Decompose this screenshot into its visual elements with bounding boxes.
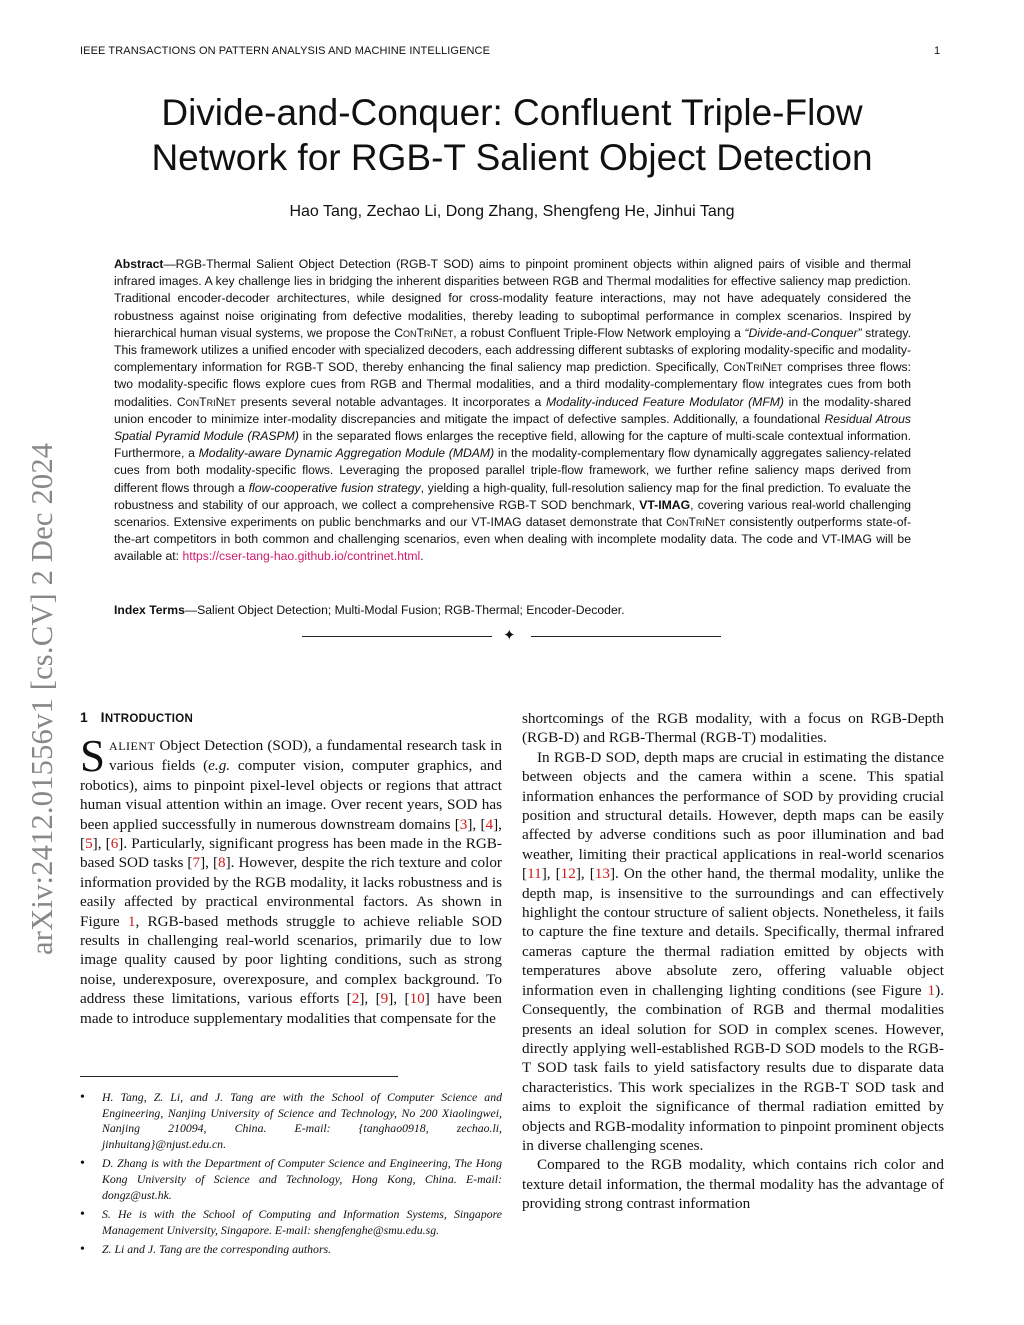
intro-right-column [522,709,944,1214]
abstract-text: —RGB-Thermal Salient Object Detection (RGB-T SOD) aims to pinpoint prominent objects within aligned pairs of visible and thermal infrared images. A key challenge lies in bridging the inherent disparities between RGB and Thermal modalities for effective saliency map prediction. Traditional encoder-decoder architectures, while designed for cross-modality feature interactions, may not have adequately considered the robustness against noise originating from defective modalities, thereby leading to suboptimal performance in complex scenarios. Inspired by hierarchical human visual systems, we propose the [114,257,911,340]
method-name: ConTriNet [394,325,454,340]
citation-link[interactable]: 9 [380,990,389,1008]
module-name-mdam: Modality-aware Dynamic Aggregation Module (MDAM) [198,446,495,461]
abstract-text: . [420,549,424,564]
citation-link[interactable]: 8 [218,854,226,872]
running-header: IEEE TRANSACTIONS ON PATTERN ANALYSIS AND MACHINE INTELLIGENCE [80,45,491,57]
footnote-item: • S. He is with the School of Computing and Information Systems, Singapore Management University, Singapore. E-mail: shengfenghe@smu.edu.sg. [80,1207,502,1238]
body-text: , RGB-based methods struggle to achieve reliable SOD results in challenging real-world scenarios, primarily due to low image quality caused by poor lighting conditions, such as strong noise, underexposure, overexposure, and complex background. To address these limitations, various efforts [ [80,912,503,1008]
strategy-name: flow-cooperative fusion strategy [248,480,421,495]
abstract-text: in the modality-complementary flow dynamically aggregates saliency-related cues from both modality-specific flows. Leveraging the proposed parallel triple-flow framework, we further refine saliency maps derived from different flows through a [114,446,911,495]
figure-link[interactable]: 1 [127,912,136,930]
citation-link[interactable]: 3 [459,815,468,833]
dataset-name: VT-IMAG [639,497,691,512]
separator-rule-right [531,636,721,637]
abstract-text: , covering various real-world challenging scenarios. Extensive experiments on public benchmarks and our VT-IMAG dataset demonstrate that [114,497,912,530]
strategy-name: “Divide-and-Conquer” [744,325,862,340]
body-text: ], [ [388,990,410,1008]
footnote-rule [80,1076,398,1077]
section-heading [80,709,193,725]
drop-cap: S [80,731,106,781]
citation-link[interactable]: 6 [110,835,119,853]
body-text: ], [ [541,865,561,883]
index-terms [114,603,911,617]
method-name: ConTriNet [666,515,726,530]
body-text: ]. Particularly, significant progress has been made in the RGB-based SOD tasks [ [80,835,502,872]
intro-left-column [80,731,503,1028]
section-title-rest: NTRODUCTION [104,713,194,725]
page-number: 1 [934,45,941,57]
separator-rule-left [302,636,492,637]
index-terms-text: —Salient Object Detection; Multi-Modal Fusion; RGB-Thermal; Encoder-Decoder. [184,603,625,617]
paper-title [60,90,964,180]
project-link[interactable]: https://cser-tang-hao.github.io/contrinet.html [182,549,421,564]
citation-link[interactable]: 5 [85,835,93,853]
citation-link[interactable]: 12 [560,865,576,883]
abstract-text: consistently outperforms state-of-the-art competitors in both common and challenging scenarios, even when dealing with incomplete modality data. The code and VT-IMAG will be available at: [114,515,911,564]
body-text: ], [ [467,815,486,833]
figure-link[interactable]: 1 [927,981,936,999]
abstract-text: strategy. This framework utilizes a unified encoder with specialized decoders, each addressing different subtasks of exploring modality-specific and modality-complementary information for RGB-T SOD, thereby enhancing the final saliency map prediction. Specifically, [114,325,911,375]
index-terms-label: Index Terms [114,603,185,617]
abstract [114,256,911,566]
footnote-item: • D. Zhang is with the Department of Computer Science and Engineering, The Hong Kong University of Science and Technology, Hong Kong, China. E-mail: dongz@ust.hk. [80,1156,502,1203]
abstract-text: , a robust Confluent Triple-Flow Network employing a [453,325,745,340]
lead-smallcaps: ALIENT [109,739,156,753]
body-text: In RGB-D SOD, depth maps are crucial in estimating the distance between objects and the camera within a scene. This spatial information enhances the performance of SOD by providing crucial position and structural details. However, depth maps can be easily affected by adverse conditions such as poor illumination and bad weather, limiting their practical applications in real-world scenarios [ [522,748,944,883]
abstract-text: , yielding a high-quality, full-resolution saliency map for the final prediction. To evaluate the robustness and stability of our approach, we collect a comprehensive RGB-T SOD benchmark, [114,480,911,512]
body-text: ], [ [92,835,111,853]
title-line-1: Divide-and-Conquer: Confluent Triple-Flow [161,92,863,133]
separator-ornament-icon: ✦ [503,628,516,644]
abstract-text: in the separated flows enlarges the receptive field, allowing for the capture of multi-scale contextual information. Furthermore, a [114,429,911,461]
paragraph: shortcomings of the RGB modality, with a focus on RGB-Depth (RGB-D) and RGB-Thermal (RGB-T) modalities. [522,710,944,747]
abstract-text: presents several notable advantages. It incorporates a [235,394,546,409]
section-number: 1 [80,709,89,725]
arxiv-stamp: arXiv:2412.01556v1 [cs.CV] 2 Dec 2024 [25,442,59,955]
module-name-raspm: Residual Atrous Spatial Pyramid Module (RASPM) [114,411,911,444]
citation-link[interactable]: 4 [485,815,494,833]
citation-link[interactable]: 2 [351,990,360,1008]
body-text: computer vision, computer graphics, and robotics), aims to pinpoint pixel-level objects or regions that attract human visual attention within an image. Over recent years, SOD has been applied successfully in numerous downstream domains [ [80,757,502,833]
footnote-item: • Z. Li and J. Tang are the corresponding authors. [80,1242,502,1258]
body-text: ]. However, despite the rich texture and color information provided by the RGB modality, it lacks robustness and is easily affected by practical environmental factors. As shown in Figure [80,854,502,930]
paragraph [522,748,944,1156]
module-name-mfm: Modality-induced Feature Modulator (MFM) [545,394,784,409]
body-text: ], [ [575,865,595,883]
citation-link[interactable]: 10 [409,990,425,1008]
body-text-italic: e.g. [208,757,231,775]
citation-link[interactable]: 11 [527,865,542,883]
citation-link[interactable]: 7 [192,854,201,872]
method-name: ConTriNet [723,360,783,375]
section-title-initial: I [100,709,105,725]
abstract-label: Abstract [114,257,164,271]
body-text: ]. On the other hand, the thermal modality, unlike the depth map, is insensitive to the surroundings and can effectively highlight the contour structure of salient objects. Nonetheless, it fails to capture the fine texture and details. Specifically, thermal infrared cameras capture the thermal radiation emitted by objects with temperatures above absolute zero, offering valuable object information even in challenging lighting conditions (see Figure [522,865,944,999]
footnote-list [80,1090,502,1262]
author-list: Hao Tang, Zechao Li, Dong Zhang, Shengfeng He, Jinhui Tang [289,203,735,220]
body-text: ], [ [200,854,219,872]
paragraph: Compared to the RGB modality, which contains rich color and texture detail information, the thermal modality has the advantage of providing strong contrast information [522,1156,944,1213]
method-name: ConTriNet [176,394,236,409]
footnote-item: • H. Tang, Z. Li, and J. Tang are with the School of Computer Science and Engineering, Nanjing University of Science and Technology, No 200 Xiaolingwei, Nanjing 210094, China. E-mail: {tanghao0918, zechao.li, jinhuitang}@njust.edu.cn. [80,1090,502,1152]
body-text: ] have been made to introduce supplementary modalities that compensate for the [80,990,502,1027]
abstract-text: in the modality-shared union encoder to minimize inter-modality discrepancies and mitigate the impact of defective samples. Additionally, a foundational [114,394,911,426]
body-text: Object Detection (SOD), a fundamental research task in various fields ( [109,737,502,775]
body-text: ], [ [359,990,381,1008]
title-line-2: Network for RGB-T Salient Object Detection [151,137,873,178]
body-text: ], [ [80,815,502,853]
abstract-text: comprises three flows: two modality-specific flows explore cues from RGB and Thermal modalities, and a third modality-complementary flow integrates cues from both modalities. [114,360,912,409]
body-text: ). Consequently, the combination of RGB and thermal modalities presents an ideal solution for SOD in complex scenes. However, directly applying well-established RGB-D SOD models to the RGB-T SOD task fails to yield satisfactory results due to disparate data characteristics. This work specializes in the RGB-T SOD task and aims to exploit the significance of thermal radiation emitted by objects and RGB-modality information to pinpoint prominent objects in diverse challenging scenes. [522,981,944,1154]
citation-link[interactable]: 13 [594,865,610,883]
